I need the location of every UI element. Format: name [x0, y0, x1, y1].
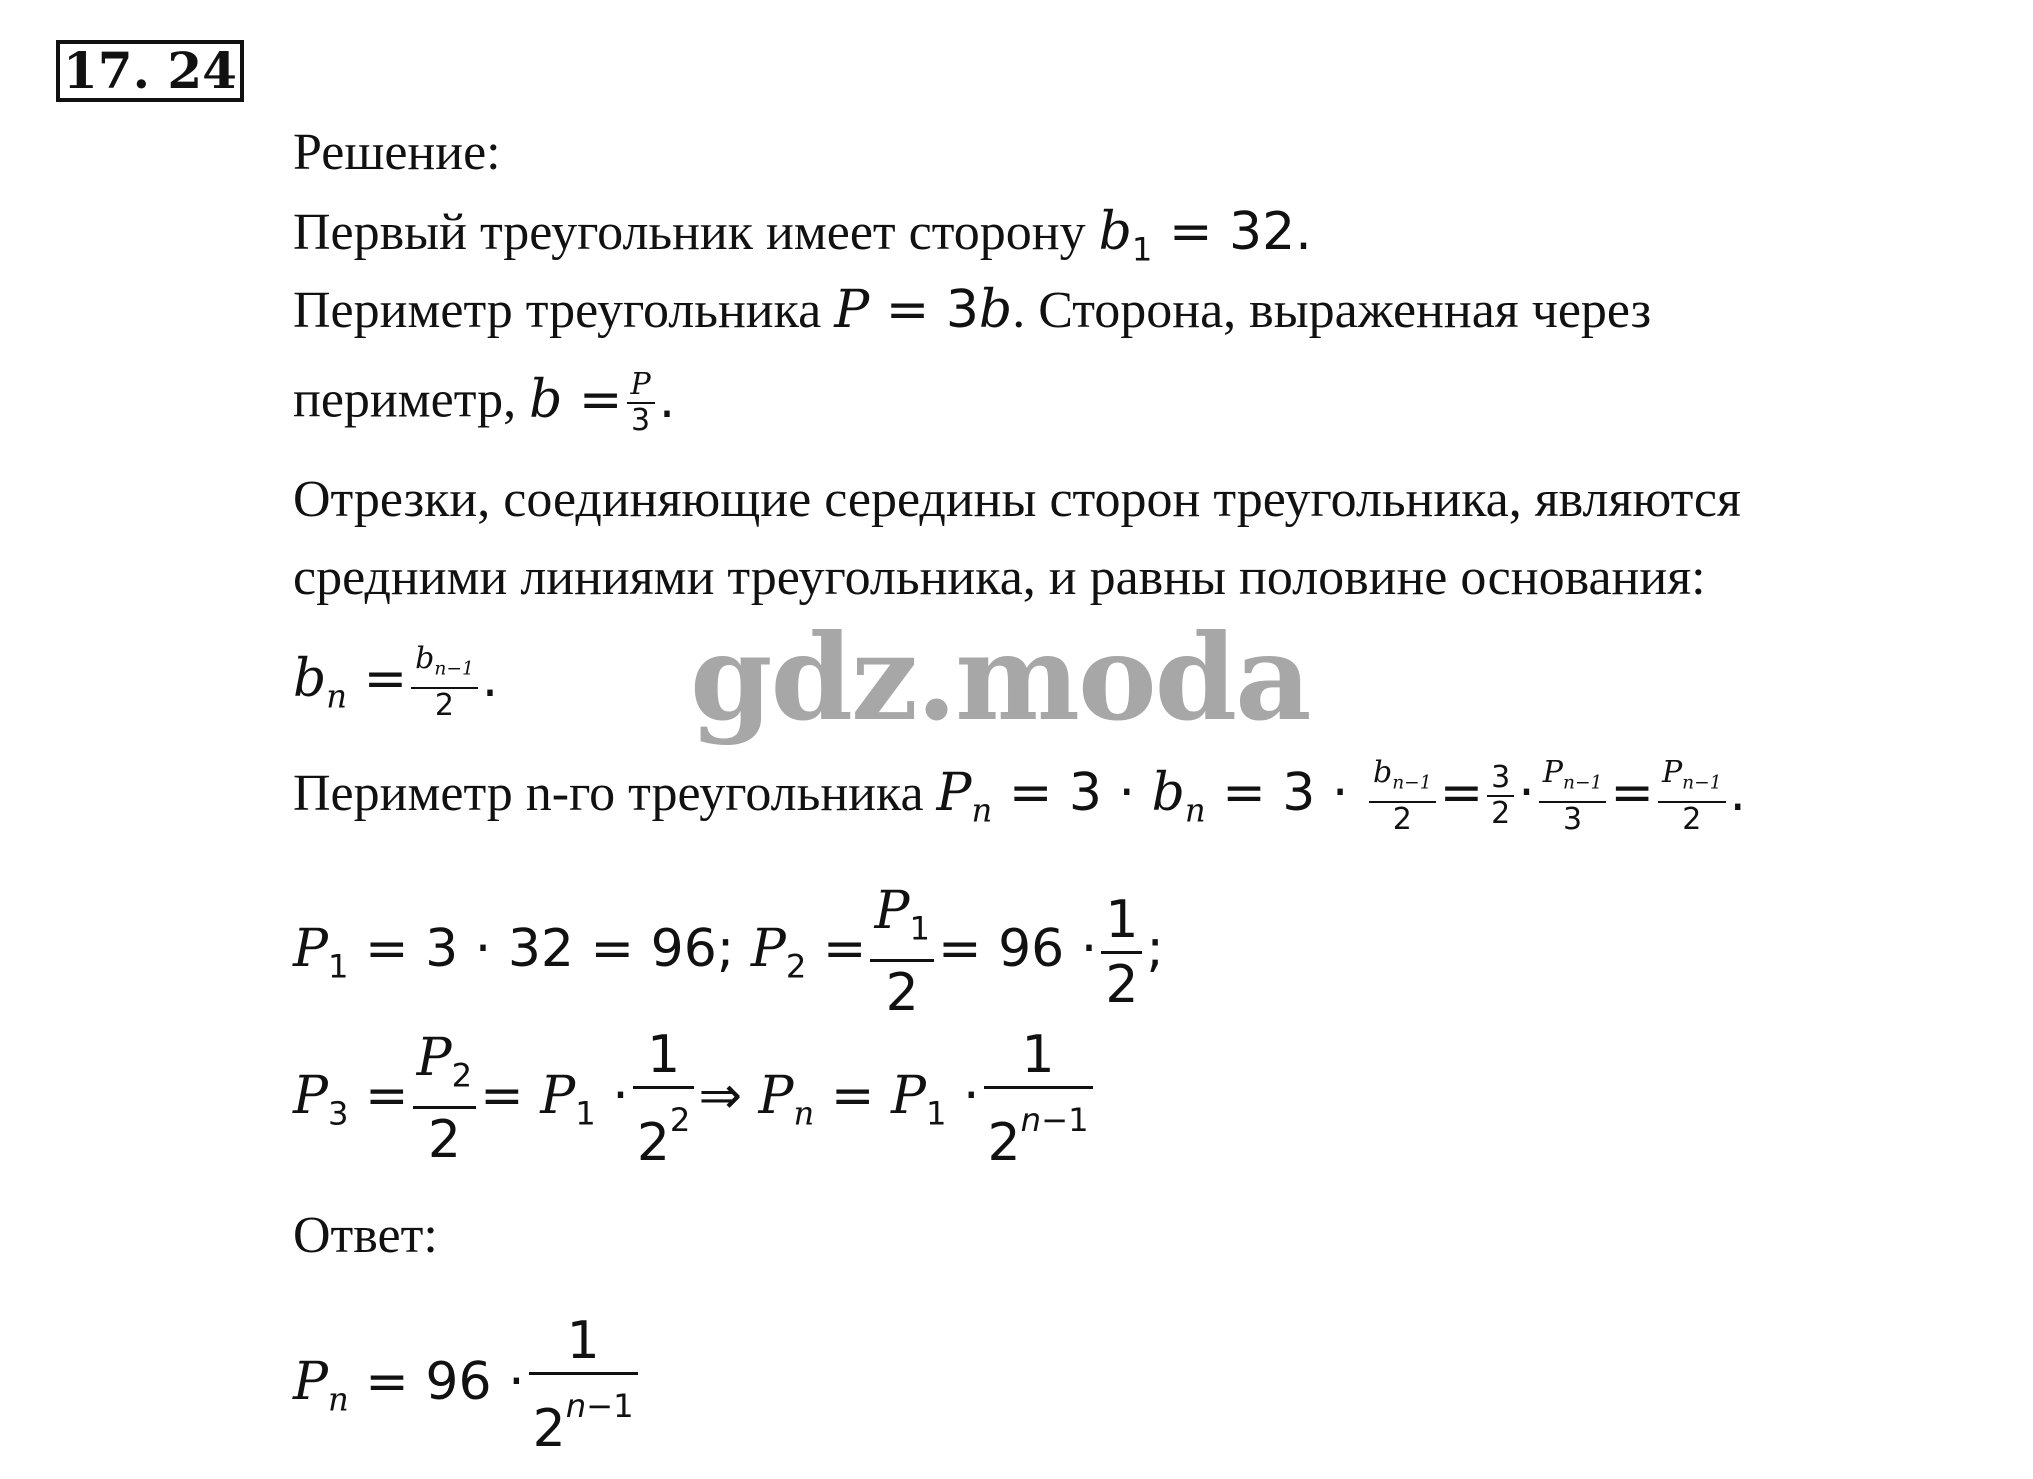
line-perimeter-nth [293, 756, 1746, 840]
line-side-text: периметр, [293, 371, 530, 429]
line-perimeter-nth-text: Периметр n-го треугольника [293, 764, 937, 822]
formula-p3-pn: $P_3$ = $\frac{P_2}{2}$ = $P_1$ · $\frac{1}{2^2}$ ⇒ $P_n = P_1$ · $\frac{1}{2^{n-1}}$ [293, 1024, 1097, 1174]
formula-bn: $b_n$ = $\frac{b_{n-1}}{2}$ . [293, 641, 499, 723]
watermark: gdz.moda [690, 608, 1310, 747]
line-segments: Отрезки, соединяющие середины сторон треугольника, являются [293, 471, 1741, 528]
formula-p1-p2: $P_1 = 3 \cdot 32 = 96$; $P_2$ = $\frac{P_1}{2}$ = 96 · $\frac{1}{2}$ ; [293, 881, 1164, 1024]
problem-number: 17. 24 [63, 41, 237, 100]
line-midlines: средними линиями треугольника, и равны половине основания: [293, 549, 1706, 606]
formula-b-p-over-3: b = $\frac{P}{3}$ . [529, 367, 676, 438]
problem-number-box [56, 40, 244, 102]
line-first-triangle-text: Первый треугольник имеет сторону [293, 204, 1099, 261]
line-perimeter [293, 280, 1651, 341]
line-first-triangle [293, 202, 1312, 279]
formula-answer: $P_n = 96$ · $\frac{1}{2^{n-1}}$ [293, 1310, 642, 1460]
line-perimeter-text-a: Периметр треугольника [293, 282, 835, 339]
line-perimeter-text-b: . Сторона, выраженная через [1012, 282, 1652, 339]
formula-p-3b: P = 3b [834, 280, 1013, 340]
solution-label: Решение: [293, 124, 501, 181]
line-side-via-perimeter [293, 368, 675, 438]
formula-pn-chain: $P_n = 3 \cdot b_n = 3$ · $\frac{b_{n-1}}{2}$ = $\frac{3}{2}$ · $\frac{P_{n-1}}{3}$ = $\frac{P_{n-1}}{2}$ . [936, 755, 1747, 837]
formula-b1: $b_1 = 32$. [1098, 202, 1312, 269]
answer-label: Ответ: [293, 1207, 438, 1264]
